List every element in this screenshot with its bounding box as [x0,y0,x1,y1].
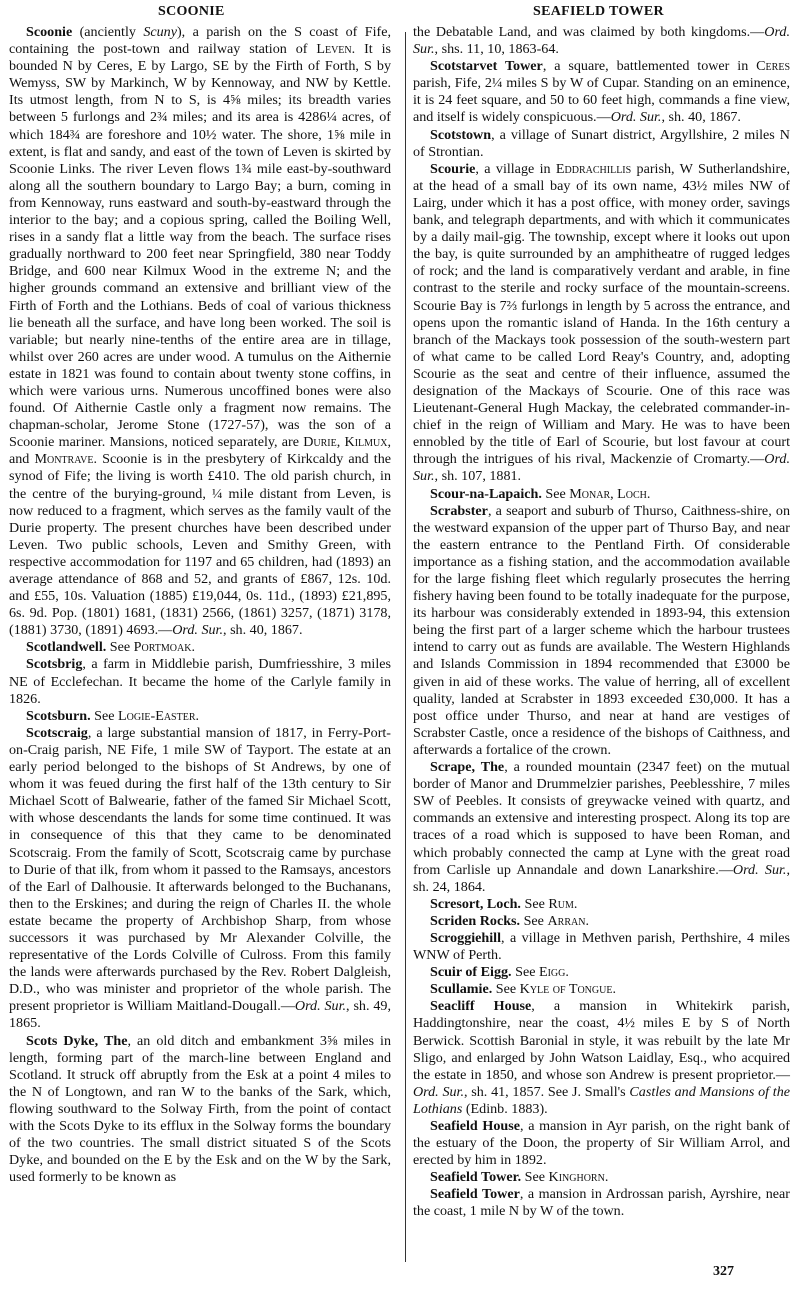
entry-text: , a village in [475,160,556,177]
entry-headword: Scuir of Eigg. [430,964,512,981]
cross-reference: Eddrachillis [555,160,632,177]
gazetteer-entry [413,913,790,930]
cross-reference: Rum [548,895,574,912]
entry-text: See [511,964,539,981]
entry-headword: Scour-na-Lapaich. [430,485,542,502]
entry-text: , a rounded mountain (2347 feet) on the mutual border of Manor and Drummelzier parishes, Peeblesshire, 7 miles SW of Peebles. It consists of greywacke veined with quartz, and commands an extensive and interesting prospect. Along its top are traces of a road which is supposed to have been Roman, and which probably connected the camp at Lyne with the great road from Carlisle up Annandale and down Lanarkshire.— [413,759,790,878]
entry-text: , a seaport and suburb of Thurso, Caithness-shire, on the westward expansion of the upper part of Thurso Bay, and near the eastern entrance to the Pentland Firth. Of considerable importance as a fishing station, and the accommodation available for the large fishing fleet which regularly prosecutes the herring fishery having been found to be totally inadequate for the purpose, its harbour was considerably extended in 1893-94, this extension being the first part of a larger scheme which the harbour trustees intend to carry out as funds are available. The Western Highlands and Islands Commission in 1894 recommended that £3000 be given in aid of these works. The value of herring, all of excellent quality, landed at Scrabster in 1893 exceeded £30,000. It has a post office under Thurso, and near at hand are vestiges of Scrabster Castle, once a residence of the bishops of Caithness, and afterwards a fortalice of the crown. [413,502,790,758]
gazetteer-entry [9,708,391,725]
gazetteer-entry [413,503,790,759]
cross-reference: Montrave [34,451,94,468]
entry-text: , a square, battlemented tower in [542,58,757,75]
entry-text: (anciently [72,24,144,40]
gazetteer-entry [413,1169,790,1186]
italic-text: Ord. Sur. [294,998,347,1015]
entry-headword: Seafield Tower [430,1186,520,1203]
italic-text: Ord. Sur. [413,1083,464,1100]
gazetteer-entry [413,24,790,58]
entry-text: , and [9,434,392,468]
entry-text: . [585,912,589,929]
running-header-right: SEAFIELD TOWER [533,4,664,19]
cross-reference: Arran [547,912,586,929]
entry-text: See [521,1169,549,1186]
cross-reference: Kilmux [344,434,388,451]
entry-text: , a mansion in Ayr parish, on the right bank of the estuary of the Doon, the property of Sir William Arrol, and erected by him in 1892. [413,1118,790,1169]
entry-text: , sh. 40, 1867. [223,622,303,639]
entry-text: , [336,434,345,451]
entry-headword: Scrape, The [430,759,505,776]
gazetteer-entry [413,964,790,981]
gazetteer-entry [9,639,391,656]
column-divider [405,32,406,1262]
entry-text: , sh. 41, 1857. See J. Small's [464,1083,630,1100]
entry-headword: Scourie [430,160,476,177]
entry-headword: Scrabster [430,502,488,519]
entry-text: . [191,639,195,656]
gazetteer-entry [413,127,790,161]
cross-reference: Leven [316,41,352,58]
entry-text: See [520,912,548,929]
cross-reference: Ceres [756,58,791,75]
entry-text: parish, W Sutherlandshire, at the head of a small bay of its own name, 43½ miles NW of Lairg, under which it has a post office, with money order, savings bank, and telegraph departments, and with which it communicates by a daily mail-gig. The township, except where it looks out upon the bay, is quite surrounded by an amphitheatre of rugged ledges of rock; and the land is comparatively verdant and arable, in fine contrast to the sterile and rocky surface of the mountain-screens. Scourie Bay is 7⅔ furlongs in length by 5 across the entrance, and opens upon the romantic island of Handa. In the 16th century a branch of the Mackays took possession of the south-western part of what came to be called Lord Reay's Country, and, adopting Scourie as the seat and centre of their influence, assumed the designation of the Mackays of Scourie. One of this race was Lieutenant-General Hugh Mackay, the celebrated commander-in-chief in the reign of William and Mary. He was to have been ennobled by the title of Earl of Scourie, but lost favour at court through the intrigues of his rival, Mackenzie of Cromarty.— [413,160,791,468]
cross-reference: Portmoak [133,639,192,656]
entry-text: (Edinb. 1883). [462,1100,548,1117]
running-header-left: SCOONIE [158,4,225,19]
entry-text: . [612,981,616,998]
entry-text: , sh. 24, 1864. [413,861,790,895]
gazetteer-entry [413,930,790,964]
entry-text: , a village of Sunart district, Argyllshire, 2 miles N of Strontian. [413,126,790,160]
entry-text: . [195,707,200,724]
entry-text: . [646,485,651,502]
entry-text: , a mansion in Whitekirk parish, Haddingtonshire, near the coast, 4½ miles E by S of North Berwick. Scottish Baronial in style, it was rebuilt by the late Mr Sligo, and enlarged by John Watson Laidlay, Esq., who acquired the estate in 1850, and whose son Andrew is present proprietor.— [413,998,790,1083]
entry-headword: Scotsbrig [26,656,83,673]
entry-text: See [541,485,570,502]
entry-headword: Scresort, Loch. [430,895,521,912]
cross-reference: Durie [303,434,337,451]
entry-text: See [520,895,549,912]
italic-text: Ord. Sur. [732,861,787,878]
gazetteer-entry [413,486,790,503]
entry-headword: Scots Dyke, The [26,1032,128,1049]
gazetteer-entry [413,759,790,896]
cross-reference: Kyle of Tongue [519,981,613,998]
gazetteer-entry [9,1033,391,1187]
italic-text: Scuny [143,24,177,40]
entry-text: , a mansion in Ardrossan parish, Ayrshire, near the coast, 1 mile N by W of the town. [413,1186,790,1220]
gazetteer-entry [9,656,391,707]
entry-headword: Scroggiehill [430,929,501,946]
gazetteer-entry [413,1186,790,1220]
entry-headword: Scotstarvet Tower [430,58,543,75]
entry-headword: Scriden Rocks. [430,912,521,929]
cross-reference: Eigg [538,964,566,981]
italic-text: Ord. Sur. [413,451,790,485]
italic-text: Ord. Sur. [172,622,224,639]
italic-text: Ord. Sur. [413,24,790,58]
entry-text: See [106,639,134,656]
entry-text: , an old ditch and embankment 3⅝ miles in length, forming part of the march-line between England and Scotland. It struck off abruptly from the Esk at a point 4 miles to the N of Longtown, and ran W to the banks of the Sark, which, flowing southward to the Solway Firth, from the point of contact with the Scots Dyke to its efflux in the Solway forms the boundary of the two countries. The small district situated S of the Scots Dyke, and bounded on the E by the Esk and on the W by the Sark, used formerly to be known as [9,1032,391,1186]
entry-headword: Scoonie [26,24,73,40]
right-column [413,24,790,1221]
page-number: 327 [713,1264,734,1279]
gazetteer-entry [413,161,790,486]
entry-text: , shs. 11, 10, 1863-64. [434,41,559,58]
gazetteer-entry [413,896,790,913]
gazetteer-entry [413,1118,790,1169]
left-column [9,24,391,1186]
cross-reference: Monar, Loch [569,485,647,502]
gazetteer-entry [9,725,391,1033]
entry-text: the Debatable Land, and was claimed by both kingdoms.— [413,24,765,40]
entry-headword: Seafield House [430,1118,521,1134]
entry-text: , sh. 107, 1881. [434,468,522,485]
italic-text: Ord. Sur. [610,109,662,126]
entry-headword: Scullamie. [430,981,493,998]
gazetteer-entry [413,58,790,126]
entry-headword: Seacliff House [430,998,532,1015]
gazetteer-entry [9,24,391,639]
entry-text: See [492,981,520,998]
entry-text: , a farm in Middlebie parish, Dumfriesshire, 3 miles NE of Ecclefechan. It became the home of the Carlyle family in 1826. [9,656,391,707]
entry-text: . Scoonie is in the presbytery of Kirkcaldy and the synod of Fife; the living is worth £410. The old parish church, in the centre of the burying-ground, ¼ mile distant from Leven, is now reduced to a fragment, which serves as the family vault of the Durie property. The present churches have been described under Leven. Two public schools, Leven and Smithy Green, with respective accommodation for 1197 and 65 children, had (1893) an average attendance of 868 and 52, and grants of £867, 12s. 10d. and £55, 10s. Valuation (1885) £19,044, 0s. 11d., (1893) £21,895, 6s. 9d. Pop. (1801) 1681, (1831) 2566, (1861) 3257, (1871) 3178, (1881) 3730, (1891) 4693.— [9,451,391,639]
entry-text: , sh. 40, 1867. [661,109,741,126]
entry-text: , sh. 49, 1865. [9,998,391,1032]
cross-reference: Logie-Easter [118,707,196,724]
italic-text: Castles and Mansions of the Lothians [413,1083,791,1117]
entry-text: parish, Fife, 2¼ miles S by W of Cupar. Standing on an eminence, it is 24 feet square, and 50 to 60 feet high, commands a fine view, and itself is widely conspicuous.— [413,75,790,126]
entry-text: , a large substantial mansion of 1817, in Ferry-Port-on-Craig parish, NE Fife, 1 mile SW of Tayport. The estate at an early period belonged to the bishops of St Andrews, by one of whom it was feued during the first half of the 13th century to Sir Michael Scott of Balwearie, father of the famed Sir Michael Scott, with whose descendants the lands for some time continued. It was in consequence of this that they came to be denominated Scotscraig. From the family of Scott, Scotscraig came by purchase to Durie of that ilk, from whom it passed to the Ramsays, ancestors of the Earl of Dalhousie. It afterwards belonged to the Buchanans, then to the Erskines; and during the reign of Charles II. the whole estate became the property of Archbishop Sharp, from whose successors it was purchased by Mr Alexander Colville, the representative of the Lords Colville of Culross. From this family the lands were afterwards purchased by the Rev. Robert Dalgleish, D.D., who was minister and proprietor of the whole parish. The present proprietor is William Maitland-Dougall.— [9,724,391,1015]
entry-text: ), a parish on the S coast of Fife, containing the post-town and railway station of [9,24,391,58]
gazetteer-entry [413,998,790,1118]
entry-headword: Seafield Tower. [430,1169,522,1186]
entry-headword: Scotscraig [26,724,88,741]
cross-reference: Kinghorn [548,1169,605,1186]
entry-headword: Scotsburn. [26,707,91,724]
entry-text: . It is bounded N by Ceres, E by Largo, SE by the Firth of Forth, S by Wemyss, SW by Markinch, W by Kennoway, and NW by Kettle. Its utmost length, from N to S, is 4⅝ miles; its breadth varies between 5 furlongs and 2¾ miles; and its area is 4286¼ acres, of which 184¾ are foreshore and 10½ water. The shore, 1⅝ mile in extent, is flat and sandy, and east of the town of Leven is skirted by Scoonie Links. The river Leven flows 1¾ mile east-by-southward along all the southern boundary to Largo Bay; a burn, coming in from Kennoway, runs eastward and south-by-eastward through the interior to the bay; and a copious spring, called the Boiling Well, rises in a sandy flat a little way from the beach. The surface rises gradually northward to 200 feet near Springfield, 380 near Toddy Bridge, and 600 near Kilmux Wood in the extreme N; and the higher grounds command an extensive and brilliant view of the Firth of Forth and the Lothians. Beds of coal of various thickness lie beneath all the surface, and have long been worked. The soil is variable; but nearly nine-tenths of the entire area are in tillage, whilst over 260 acres are under wood. A tumulus on the Aithernie estate in 1821 was found to contain about twenty stone coffins, in which were various urns. Numerous uncoffined bones were also found. Of Aithernie Castle only a fragment now remains. The chapman-scholar, Jerome Stone (1727-57), was the son of a Scoonie mariner. Mansions, noticed separately, are [9,41,391,451]
gazetteer-entry [413,981,790,998]
entry-text: . [604,1169,609,1186]
entry-headword: Scotlandwell. [26,639,107,656]
entry-text: . [565,964,569,981]
entry-text: See [90,707,119,724]
entry-text: , a village in Methven parish, Perthshire, 4 miles WNW of Perth. [413,929,790,964]
entry-headword: Scotstown [430,126,492,143]
entry-text: . [573,895,578,912]
